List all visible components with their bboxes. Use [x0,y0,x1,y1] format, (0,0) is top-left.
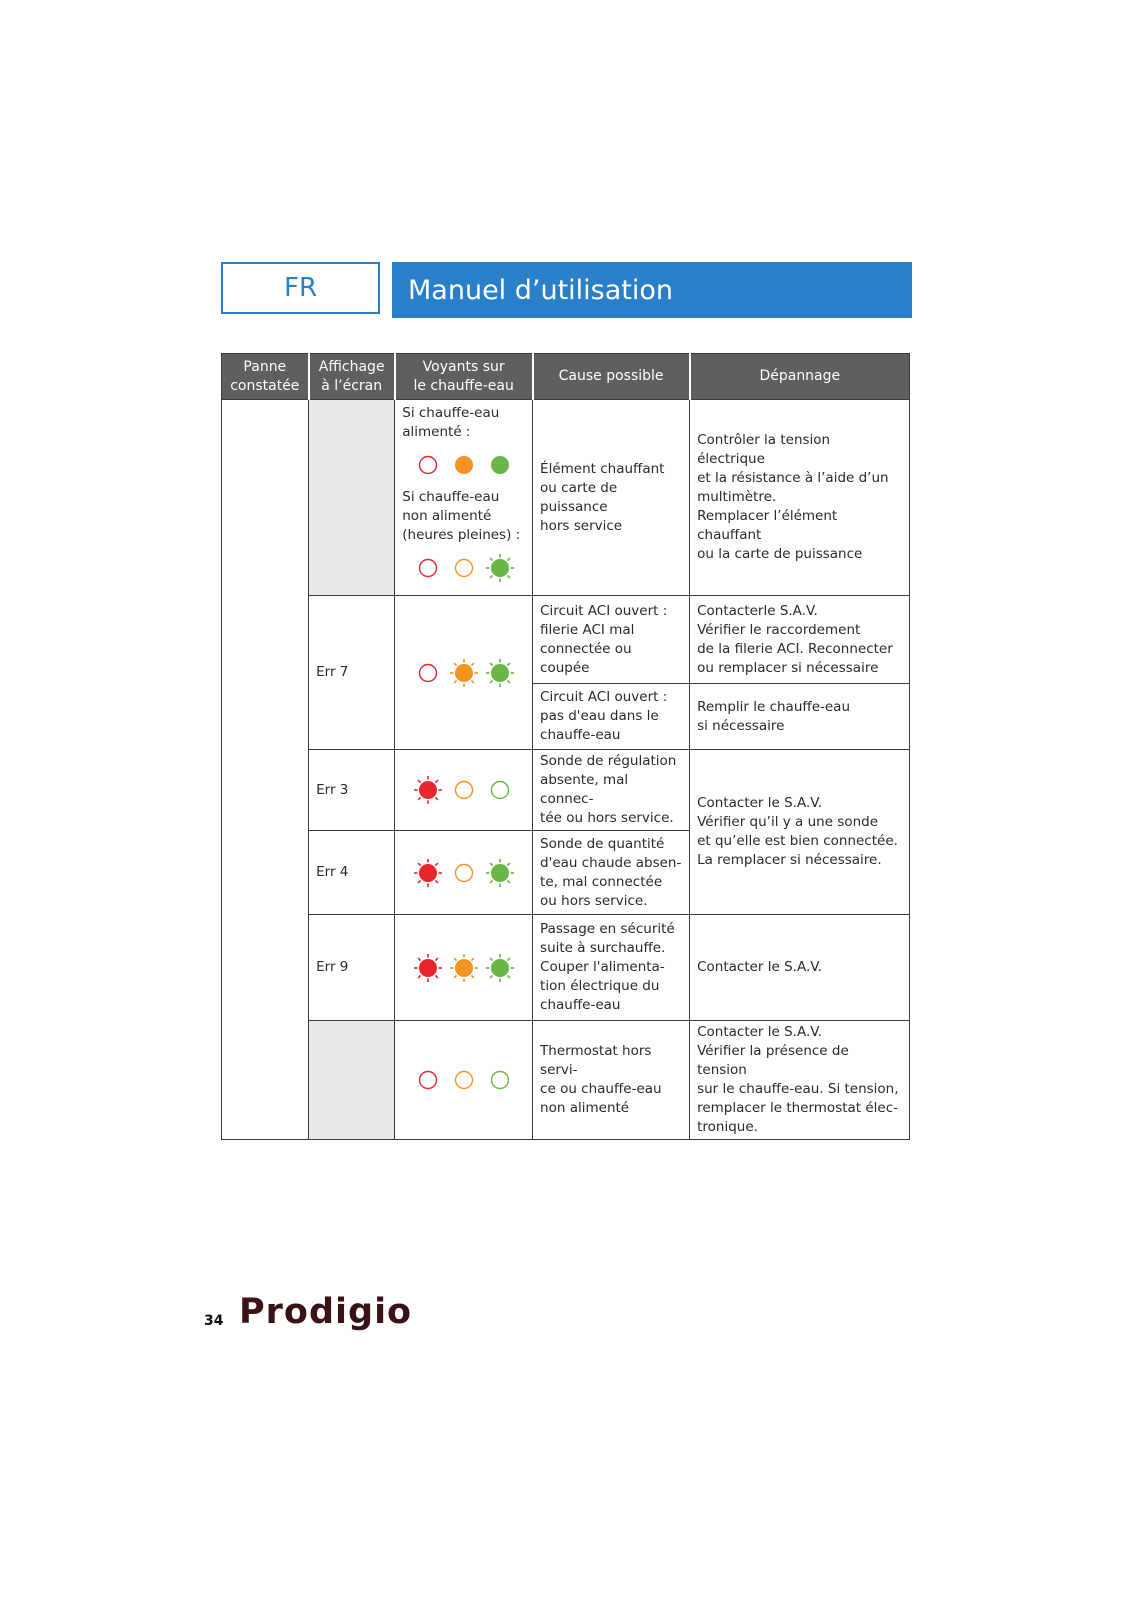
cause-text: chauffe-eau [540,727,621,743]
header-voyants [395,354,533,400]
header-cause: Cause possible [533,354,690,400]
cause-text: Thermostat hors servi- [540,1043,652,1078]
depannage-text: Vérifier qu’il y a une sonde [697,814,879,830]
led-green-blink-icon [485,553,515,583]
depannage-text: Contrôler la tension électrique [697,432,831,467]
led-indicators [402,953,525,983]
led-orange-off-icon [449,553,479,583]
led-indicators [402,775,525,805]
cause-cell [533,1021,690,1140]
depannage-cell [690,400,910,596]
depannage-text: Contacter le S.A.V. [697,959,823,975]
cause-cell [533,596,690,684]
led-orange-on-icon [449,450,479,480]
error-code: Err 7 [309,596,395,750]
depannage-text: tronique. [697,1119,758,1135]
cause-text: pas d'eau dans le [540,708,659,724]
depannage-text: Remplir le chauffe-eau [697,698,851,715]
depannage-text: si nécessaire [697,717,785,734]
voyants-text: non alimenté [402,508,492,524]
depannage-text: Vérifier le raccordement [697,621,861,638]
voyants-cell [395,596,533,750]
depannage-text: Vérifier la présence de tension [697,1043,849,1078]
affichage-cell-empty [309,1021,395,1140]
error-code: Err 3 [309,750,395,831]
led-orange-off-icon [449,1065,479,1095]
cause-text: ou carte de puissance [540,479,618,515]
led-orange-off-icon [449,858,479,888]
language-label: FR [221,262,380,314]
cause-text: Sonde de quantité [540,835,665,852]
depannage-text: multimètre. [697,489,777,505]
depannage-text: ou remplacer si nécessaire [697,659,879,676]
led-green-off-icon [485,1065,515,1095]
led-indicators [402,450,525,480]
depannage-cell [690,684,910,750]
led-green-blink-icon [485,858,515,888]
header-affichage-line1: Affichage [318,358,385,375]
brand-logo: Prodigio [239,1292,413,1332]
error-code: Err 4 [309,831,395,915]
depannage-text: sur le chauffe-eau. Si tension, [697,1081,899,1097]
led-orange-blink-icon [449,658,479,688]
led-red-blink-icon [413,775,443,805]
troubleshooting-table [221,353,910,1140]
led-green-blink-icon [485,953,515,983]
header-affichage [309,354,395,400]
led-green-blink-icon [485,658,515,688]
header-depannage: Dépannage [690,354,910,400]
voyants-text: (heures pleines) : [402,527,521,543]
depannage-text: Remplacer l’élément chauffant [697,508,838,543]
cause-text: connectée ou coupée [540,640,632,676]
led-indicators [402,1065,525,1095]
cause-cell [533,831,690,915]
cause-text: ce ou chauffe-eau [540,1081,662,1097]
led-green-on-icon [485,450,515,480]
led-indicators [402,553,525,583]
affichage-cell-empty [309,400,395,596]
header-panne-line1: Panne [243,358,287,375]
voyants-text: alimenté : [402,424,471,440]
cause-text: ou hors service. [540,892,648,909]
depannage-text: remplacer le thermostat élec- [697,1100,899,1116]
depannage-cell [690,915,910,1021]
depannage-text: et la résistance à l’aide d’un [697,470,889,486]
table-header-row [222,354,910,400]
depannage-cell [690,1021,910,1140]
led-red-off-icon [413,658,443,688]
cause-cell [533,750,690,831]
cause-text: d'eau chaude absen- [540,854,682,871]
cause-text: filerie ACI mal [540,621,635,638]
led-red-off-icon [413,1065,443,1095]
depannage-text: La remplacer si nécessaire. [697,852,882,868]
table-row [222,915,910,1021]
error-code: Err 9 [309,915,395,1021]
depannage-text: Contacterle S.A.V. [697,602,818,619]
voyants-cell [395,915,533,1021]
cause-text: suite à surchauffe. [540,940,666,956]
page-title [392,262,912,318]
voyants-cell [395,831,533,915]
cause-text: Passage en sécurité [540,921,675,937]
voyants-cell [395,750,533,831]
page-number: 34 [204,1313,224,1329]
cause-text: te, mal connectée [540,873,663,890]
table-row [222,400,910,596]
cause-cell [533,915,690,1021]
table-row [222,750,910,831]
led-red-blink-icon [413,953,443,983]
voyants-text: Si chauffe-eau [402,489,500,505]
cause-text: Élément chauffant [540,460,665,477]
header-voyants-line1: Voyants sur [422,358,505,375]
depannage-text: et qu’elle est bien connectée. [697,833,898,849]
header-panne [222,354,309,400]
led-red-blink-icon [413,858,443,888]
cause-text: Sonde de régulation [540,753,677,769]
header-affichage-line2: à l’écran [321,377,383,394]
cause-text: Circuit ACI ouvert : [540,602,668,619]
led-red-off-icon [413,553,443,583]
depannage-text: ou la carte de puissance [697,546,863,562]
depannage-text: Contacter le S.A.V. [697,1024,823,1040]
table-row [222,596,910,684]
led-red-off-icon [413,450,443,480]
header-panne-line2: constatée [230,377,300,394]
header-voyants-line2: le chauffe-eau [413,377,514,394]
led-indicators [402,858,525,888]
cause-text: Couper l'alimenta- [540,959,665,975]
voyants-cell [395,400,533,596]
page-title-text: Manuel d’utilisation [408,274,674,306]
depannage-text: de la filerie ACI. Reconnecter [697,640,893,657]
depannage-cell [690,750,910,915]
led-green-off-icon [485,775,515,805]
voyants-cell [395,1021,533,1140]
led-orange-off-icon [449,775,479,805]
cause-text: tée ou hors service. [540,810,674,826]
voyants-text: Si chauffe-eau [402,405,500,421]
led-orange-blink-icon [449,953,479,983]
cause-text: hors service [540,517,623,534]
cause-cell [533,400,690,596]
cause-text: chauffe-eau [540,997,621,1013]
cause-cell [533,684,690,750]
cause-text: absente, mal connec- [540,772,629,807]
cause-text: non alimenté [540,1100,630,1116]
panne-cell [222,400,309,1140]
led-indicators [402,658,525,688]
table-row [222,1021,910,1140]
depannage-cell [690,596,910,684]
depannage-text: Contacter le S.A.V. [697,795,823,811]
cause-text: Circuit ACI ouvert : [540,689,668,705]
cause-text: tion électrique du [540,978,660,994]
